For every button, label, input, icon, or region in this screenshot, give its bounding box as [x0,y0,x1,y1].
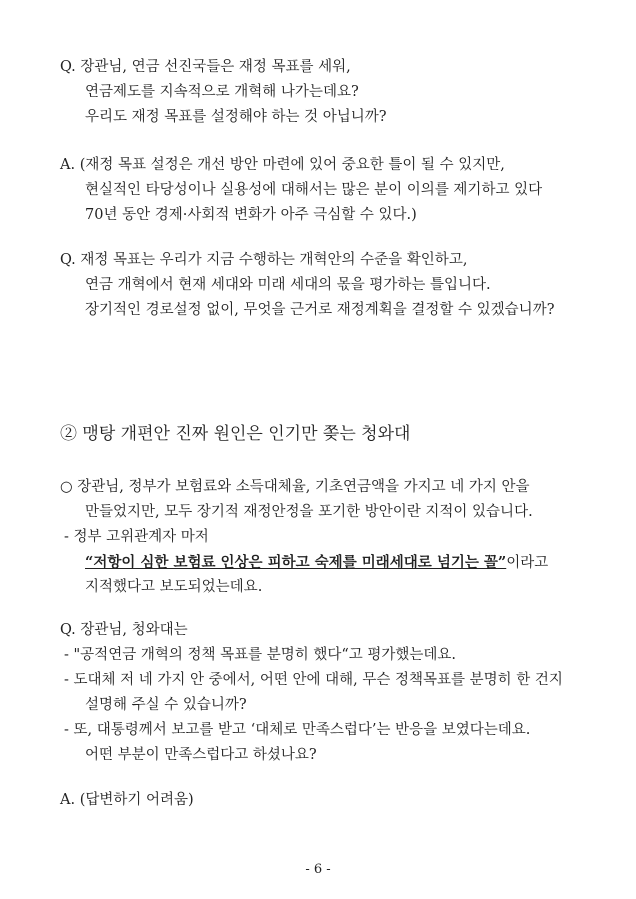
text-line: A. (재정 목표 설정은 개선 방안 마련에 있어 중요한 틀이 될 수 있지만, [60,157,505,173]
text-line: - 또, 대통령께서 보고를 받고 ‘대체로 만족스럽다’는 반응을 보였다는데요. [64,722,531,738]
text-line: - 도대체 저 네 가지 안 중에서, 어떤 안에 대해, 무슨 정책목표를 분명히 한 건지 [64,672,563,688]
question-1 [60,55,600,130]
text-line: Q. 재정 목표는 우리가 지금 수행하는 개혁안의 수준을 확인하고, [60,252,468,268]
page-number: - 6 - [305,862,331,877]
text-line: ○ 장관님, 정부가 보험료와 소득대체율, 기초연금액을 가지고 네 가지 안을 [60,479,530,495]
text-line: Q. 장관님, 연금 선진국들은 재정 목표를 세워, [60,59,351,75]
question-2 [60,248,600,323]
text-line: 어떤 부분이 만족스럽다고 하셨나요? [85,747,317,763]
text-line: 연금제도를 지속적으로 개혁해 나가는데요? [85,84,359,100]
quote-text: “저항이 심한 보험료 인상은 피하고 숙제를 미래세대로 넘기는 꼴” [85,554,507,571]
answer-1 [60,153,600,228]
section-2-body [60,475,600,600]
text-line: A. (답변하기 어려움) [60,792,194,808]
text-line: 연금 개혁에서 현재 세대와 미래 세대의 몫을 평가하는 틀입니다. [85,277,491,293]
text-line: 우리도 재정 목표를 설정해야 하는 것 아닙니까? [85,109,387,125]
section-title: ② 맹탕 개편안 진짜 원인은 인기만 쫒는 청와대 [60,424,411,444]
text-line: 설명해 주실 수 있습니까? [85,697,247,713]
text-line: 70년 동안 경제·사회적 변화가 아주 극심할 수 있다.) [85,207,417,223]
text-line: 만들었지만, 모두 장기적 재정안정을 포기한 방안이란 지적이 있습니다. [85,504,533,520]
text-line: 현실적인 타당성이나 실용성에 대해서는 많은 분이 이의를 제기하고 있다 [85,182,543,198]
text-line: 장기적인 경로설정 없이, 무엇을 근거로 재정계획을 결정할 수 있겠습니까? [85,302,555,318]
section-heading [60,422,600,447]
text-line: - 정부 고위관계자 마저 [64,529,209,545]
text-line: Q. 장관님, 청와대는 [60,622,188,638]
text-line: - "공적연금 개혁의 정책 목표를 분명히 했다“고 평가했는데요. [64,647,457,663]
quote-line [60,550,600,575]
text-line: 지적했다고 보도되었는데요. [85,579,263,595]
answer-3 [60,788,600,813]
quote-suffix: 이라고 [506,555,549,571]
question-3 [60,618,600,768]
